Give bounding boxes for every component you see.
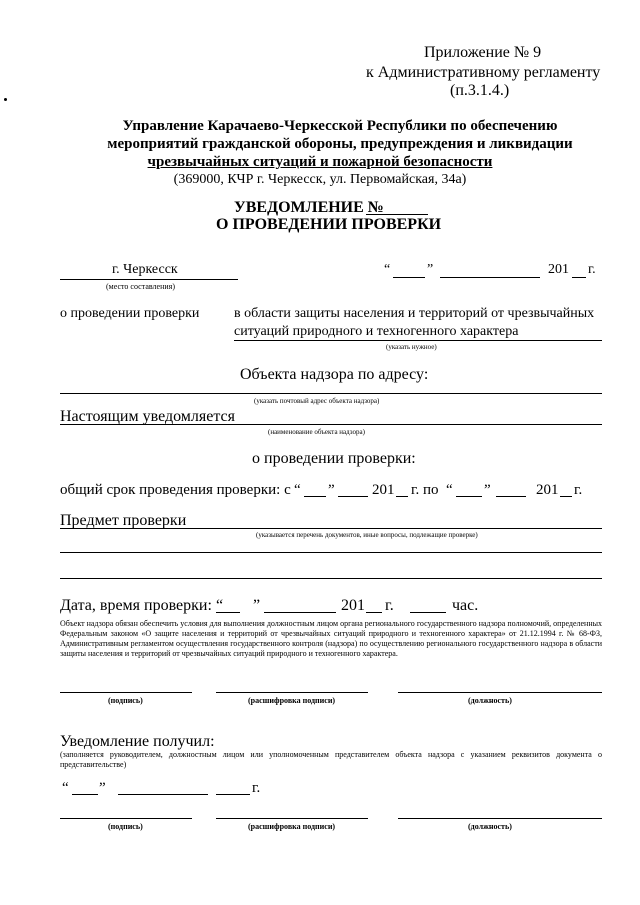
title-subject: О ПРОВЕДЕНИИ ПРОВЕРКИ — [216, 216, 442, 233]
signature-line-1 — [60, 692, 192, 693]
term-label: общий срок проведения проверки: с — [60, 482, 291, 498]
title-notice-number: УВЕДОМЛЕНИЕ № — [234, 199, 384, 216]
datetime-month-line — [264, 612, 336, 613]
appendix-number: Приложение № 9 — [424, 44, 542, 61]
position-line-1 — [398, 692, 602, 693]
term-year-to: 201 — [536, 482, 559, 498]
agency-line-2: мероприятий гражданской обороны, предупреждения и ликвидации — [107, 136, 573, 152]
appendix-regulation: к Административному регламенту — [366, 64, 601, 81]
signature-caption-2: (подпись) — [108, 822, 143, 831]
term-day-from-line — [304, 496, 326, 497]
date-month-line — [440, 277, 540, 278]
datetime-quote-close: ” — [253, 597, 261, 614]
date-quote-open: “ — [384, 262, 391, 277]
position-line-2 — [398, 818, 602, 819]
appendix-clause: (п.3.1.4.) — [450, 82, 510, 99]
signature-line-2 — [60, 818, 192, 819]
term-year-from-line — [396, 496, 408, 497]
term-quote-close-2: ” — [484, 482, 491, 498]
datetime-day-line — [216, 612, 240, 613]
predmet-caption: (указывается перечень документов, иные вопросы, подлежащие проверке) — [256, 531, 478, 539]
notice-number-line — [366, 214, 428, 215]
subject-area-line — [234, 340, 602, 341]
received-day-line — [72, 794, 98, 795]
predmet-line-1 — [60, 528, 602, 529]
notice-paragraph: Объект надзора обязан обеспечить условия для выполнения должностным лицом органа регионального государственного надзора полномочий, определенных Федеральным законом «О защите населения и территорий от чрезвычайных ситуаций природного и техногенного характера» от 21.12.1994 г. № 68-ФЗ, Административным регламентом осуществления государственного контроля (надзора) по осуществлению регионального государственного надзора в области защиты населения и территорий от чрезвычайных ситуаций природного и техногенного характера. — [60, 619, 602, 658]
date-quote-close: ” — [427, 262, 434, 277]
decode-line-2 — [216, 818, 368, 819]
subject-area-caption: (указать нужное) — [386, 343, 437, 351]
received-g: г. — [252, 780, 261, 796]
decode-caption-1: (расшифровка подписи) — [248, 696, 336, 705]
predmet-label: Предмет проверки — [60, 512, 187, 529]
datetime-hours-line — [410, 612, 446, 613]
object-address-line — [60, 393, 602, 394]
datetime-year-line — [366, 612, 382, 613]
term-year-from: 201 — [372, 482, 395, 498]
agency-line-3: чрезвычайных ситуаций и пожарной безопасности — [147, 154, 493, 170]
object-address-caption: (указать почтовый адрес объекта надзора) — [254, 397, 380, 405]
agency-line-1: Управление Карачаево-Черкесской Республики по обеспечению — [122, 118, 558, 134]
date-day-line — [393, 277, 425, 278]
received-year-line — [216, 794, 250, 795]
place-value: г. Черкесск — [112, 262, 178, 277]
datetime-g: г. — [385, 597, 394, 614]
subject-area-label: о проведении проверки — [60, 306, 200, 321]
received-quote-open: “ — [62, 780, 69, 796]
place-line — [60, 279, 238, 280]
term-g-to: г. по — [411, 482, 439, 498]
predmet-line-3 — [60, 578, 602, 579]
date-g: г. — [588, 262, 596, 277]
subject-area-line-2: ситуаций природного и техногенного характера — [234, 324, 519, 339]
datetime-year: 201 — [341, 597, 365, 614]
term-year-to-line — [560, 496, 572, 497]
received-quote-close: ” — [99, 780, 106, 796]
decode-line-1 — [216, 692, 368, 693]
inspection-heading: о проведении проверки: — [252, 450, 416, 467]
date-year-line — [572, 277, 586, 278]
stray-mark — [4, 98, 7, 101]
place-caption: (место составления) — [106, 282, 175, 291]
signature-caption-1: (подпись) — [108, 696, 143, 705]
subject-area-line-1: в области защиты населения и территорий от чрезвычайных — [234, 306, 595, 321]
notify-label: Настоящим уведомляется — [60, 408, 236, 425]
term-quote-open-1: “ — [294, 482, 301, 498]
decode-caption-2: (расшифровка подписи) — [248, 822, 336, 831]
predmet-line-2 — [60, 552, 602, 553]
agency-address: (369000, КЧР г. Черкесск, ул. Первомайская, 34а) — [173, 172, 467, 187]
term-month-to-line — [496, 496, 526, 497]
position-caption-1: (должность) — [468, 696, 512, 705]
received-note: (заполняется руководителем, должностным лицом или уполномоченным представителем объекта надзора с указанием реквизитов документа о представительстве) — [60, 750, 602, 769]
object-heading: Объекта надзора по адресу: — [240, 366, 429, 383]
term-quote-close-1: ” — [328, 482, 335, 498]
term-g: г. — [574, 482, 583, 498]
object-name-caption: (наименование объекта надзора) — [268, 428, 365, 436]
received-month-line — [118, 794, 208, 795]
term-month-from-line — [338, 496, 368, 497]
datetime-hours: час. — [452, 597, 479, 614]
term-quote-open-2: “ — [446, 482, 453, 498]
object-name-line — [60, 424, 602, 425]
received-label: Уведомление получил: — [60, 733, 215, 750]
position-caption-2: (должность) — [468, 822, 512, 831]
term-day-to-line — [456, 496, 482, 497]
datetime-label: Дата, время проверки: “ — [60, 597, 224, 614]
date-year: 201 — [548, 262, 569, 277]
